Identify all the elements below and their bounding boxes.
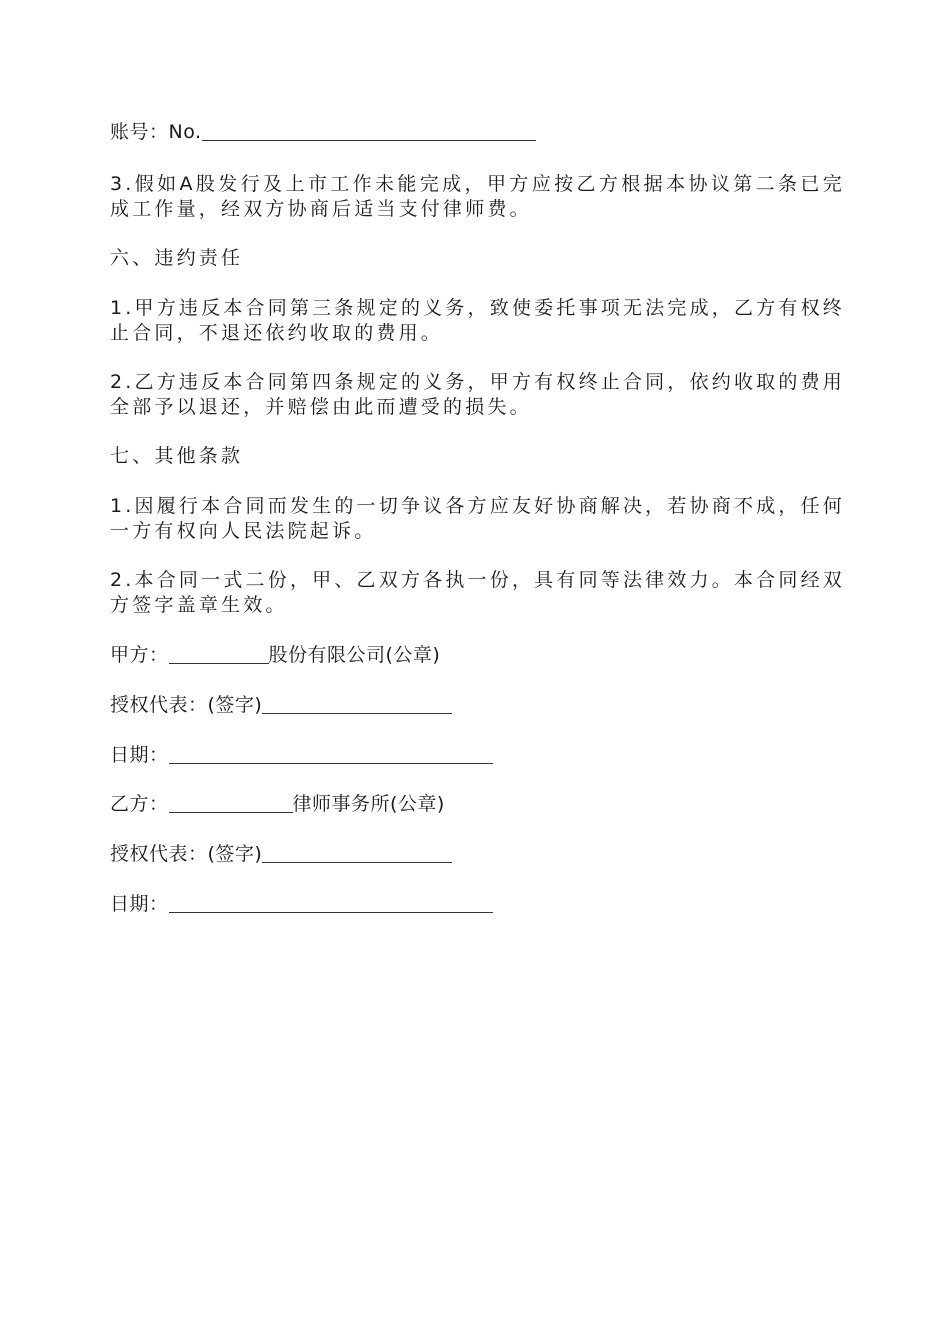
account-label: 账号：No. bbox=[110, 121, 202, 143]
party-a-date-blank bbox=[169, 743, 493, 764]
party-b-rep-line bbox=[110, 842, 845, 867]
clause-6-2: 2.乙方违反本合同第四条规定的义务，甲方有权终止合同，依约收取的费用全部予以退还，并赔偿由此而遭受的损失。 bbox=[110, 371, 845, 418]
party-a-line bbox=[110, 643, 845, 668]
party-a-blank bbox=[169, 643, 269, 664]
account-blank bbox=[202, 120, 536, 141]
party-b-rep-blank bbox=[262, 842, 452, 863]
party-a-suffix: 股份有限公司(公章) bbox=[268, 644, 441, 666]
party-a-rep-label: 授权代表：(签字) bbox=[110, 694, 263, 716]
party-a-date-line bbox=[110, 743, 845, 768]
account-line bbox=[110, 120, 845, 145]
party-a-rep-blank bbox=[262, 693, 452, 714]
clause-5-3: 3.假如A股发行及上市工作未能完成，甲方应按乙方根据本协议第二条已完成工作量，经双方协商后适当支付律师费。 bbox=[110, 173, 845, 220]
party-a-rep-line bbox=[110, 693, 845, 718]
party-a-date-label: 日期： bbox=[110, 744, 169, 766]
party-b-label: 乙方： bbox=[110, 793, 169, 815]
section-6-heading: 六、违约责任 bbox=[110, 247, 244, 269]
section-7-heading: 七、其他条款 bbox=[110, 445, 244, 467]
party-b-date-label: 日期： bbox=[110, 893, 169, 915]
party-b-date-line bbox=[110, 892, 845, 917]
clause-7-1: 1.因履行本合同而发生的一切争议各方应友好协商解决，若协商不成，任何一方有权向人民法院起诉。 bbox=[110, 495, 845, 542]
party-b-date-blank bbox=[169, 892, 493, 913]
clause-7-2: 2.本合同一式二份，甲、乙双方各执一份，具有同等法律效力。本合同经双方签字盖章生效。 bbox=[110, 569, 845, 616]
party-b-suffix: 律师事务所(公章) bbox=[292, 793, 445, 815]
party-b-rep-label: 授权代表：(签字) bbox=[110, 843, 263, 865]
party-b-blank bbox=[169, 792, 293, 813]
party-b-line bbox=[110, 792, 845, 817]
clause-6-1: 1.甲方违反本合同第三条规定的义务，致使委托事项无法完成，乙方有权终止合同，不退还依约收取的费用。 bbox=[110, 297, 845, 344]
party-a-label: 甲方： bbox=[110, 644, 169, 666]
